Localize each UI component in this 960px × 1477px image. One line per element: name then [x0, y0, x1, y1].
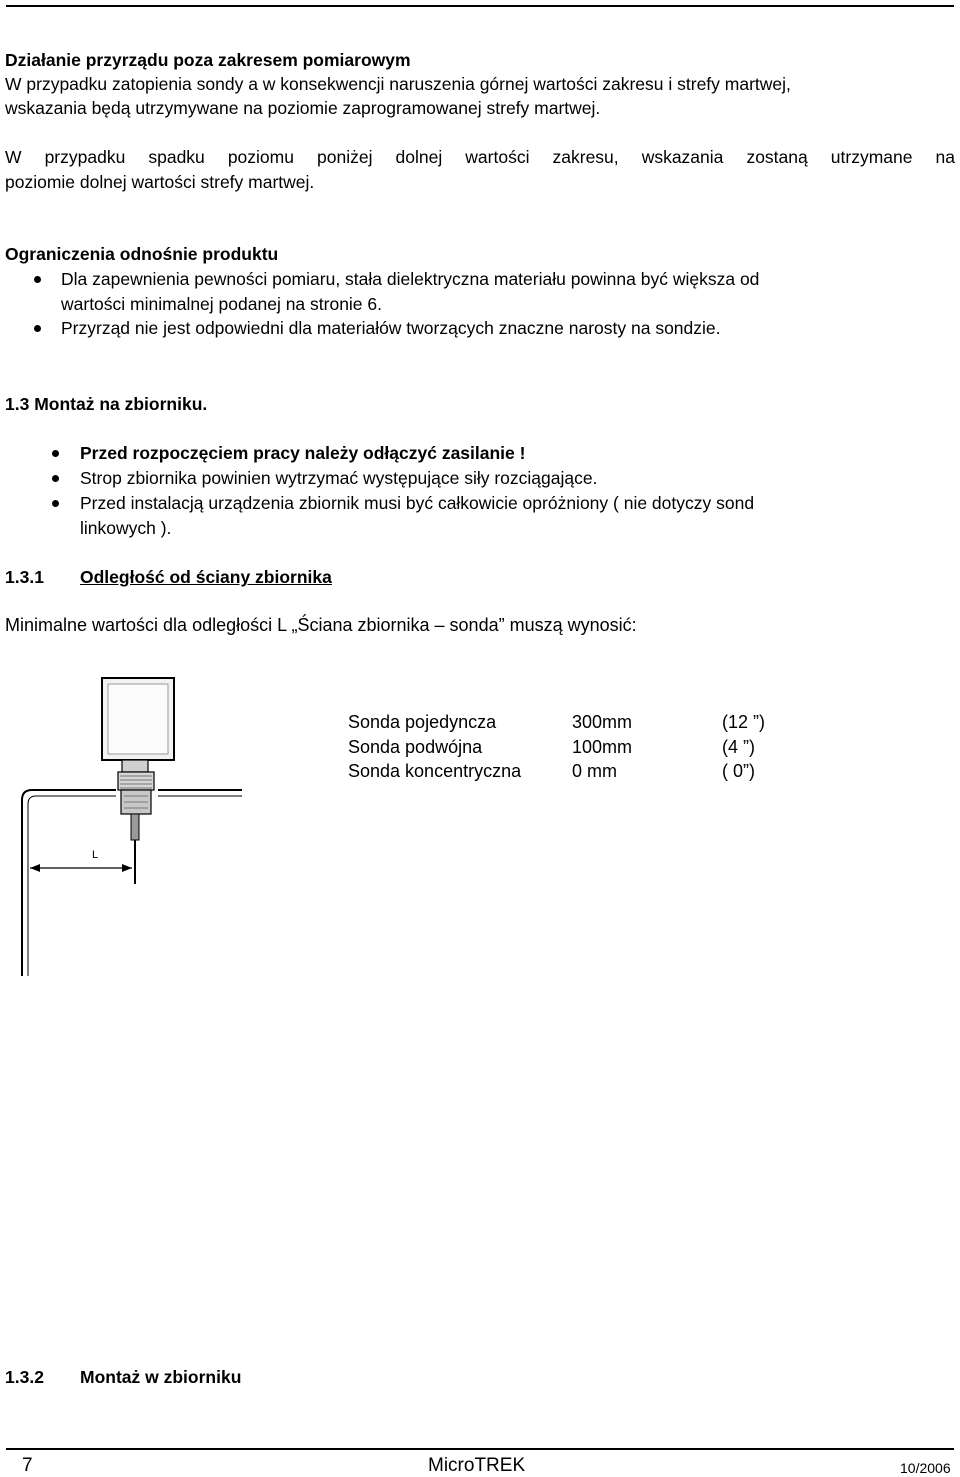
top-rule	[6, 5, 954, 7]
spec-row-mm: 100mm	[572, 737, 633, 757]
spec-row-name: Sonda koncentryczna	[348, 761, 522, 781]
spec-row-name: Sonda podwójna	[348, 737, 483, 757]
spec-row-inch: ( 0”)	[722, 761, 755, 781]
limitations-bullet-2: Przyrząd nie jest odpowiedni dla materiałów tworzących znaczne narosty na sondzie.	[61, 318, 721, 338]
out-of-range-line-3: W przypadku spadku poziomu poniżej dolnej wartości zakresu, wskazania zostaną utrzymane na	[5, 147, 955, 167]
spec-row-inch: (12 ”)	[722, 712, 766, 732]
bullet-icon	[34, 276, 41, 283]
footer-date: 10/2006	[900, 1460, 951, 1476]
out-of-range-line-1: W przypadku zatopienia sondy a w konsekwencji naruszenia górnej wartości zakresu i strefy martwej,	[5, 74, 791, 94]
footer-page-number: 7	[22, 1455, 33, 1476]
section-1-3-bullet-1: Przed rozpoczęciem pracy należy odłączyć zasilanie !	[80, 443, 526, 463]
spec-row-inch: (4 ”)	[722, 737, 755, 757]
spec-row-mm: 0 mm	[572, 761, 617, 781]
section-1-3-bullet-3-line-1: Przed instalacją urządzenia zbiornik musi być całkowicie opróżniony ( nie dotyczy sond	[80, 493, 755, 513]
section-1-3-bullet-3-line-2: linkowych ).	[80, 518, 172, 538]
section-1-3-1-title: Odległość od ściany zbiornika	[80, 567, 332, 587]
section-1-3-2-title: Montaż w zbiorniku	[80, 1367, 242, 1387]
section-1-3-1-intro: Minimalne wartości dla odległości L „Ściana zbiornika – sonda” muszą wynosić:	[5, 615, 637, 635]
bullet-icon	[52, 500, 59, 507]
bullet-icon	[34, 325, 41, 332]
bullet-icon	[52, 475, 59, 482]
spec-row-mm: 300mm	[572, 712, 633, 732]
out-of-range-heading: Działanie przyrządu poza zakresem pomiarowym	[5, 50, 411, 70]
out-of-range-line-2: wskazania będą utrzymywane na poziomie zaprogramowanej strefy martwej.	[5, 98, 601, 118]
footer-product: MicroTREK	[428, 1455, 526, 1476]
limitations-bullet-1-line-1: Dla zapewnienia pewności pomiaru, stała dielektryczna materiału powinna być większa od	[61, 269, 760, 289]
section-1-3-bullet-2: Strop zbiornika powinien wytrzymać występujące siły rozciągające.	[80, 468, 598, 488]
limitations-heading: Ograniczenia odnośnie produktu	[5, 244, 279, 264]
section-1-3-heading: 1.3 Montaż na zbiorniku.	[5, 394, 208, 414]
spec-row-name: Sonda pojedyncza	[348, 712, 497, 732]
limitations-bullet-1-line-2: wartości minimalnej podanej na stronie 6.	[61, 294, 382, 314]
section-1-3-1-number: 1.3.1	[5, 567, 44, 587]
dimension-label: L	[92, 849, 99, 861]
bullet-icon	[52, 450, 59, 457]
footer-rule	[6, 1448, 954, 1450]
tank-probe-diagram	[18, 668, 242, 976]
section-1-3-2-number: 1.3.2	[5, 1367, 44, 1387]
out-of-range-line-4: poziomie dolnej wartości strefy martwej.	[5, 172, 315, 192]
